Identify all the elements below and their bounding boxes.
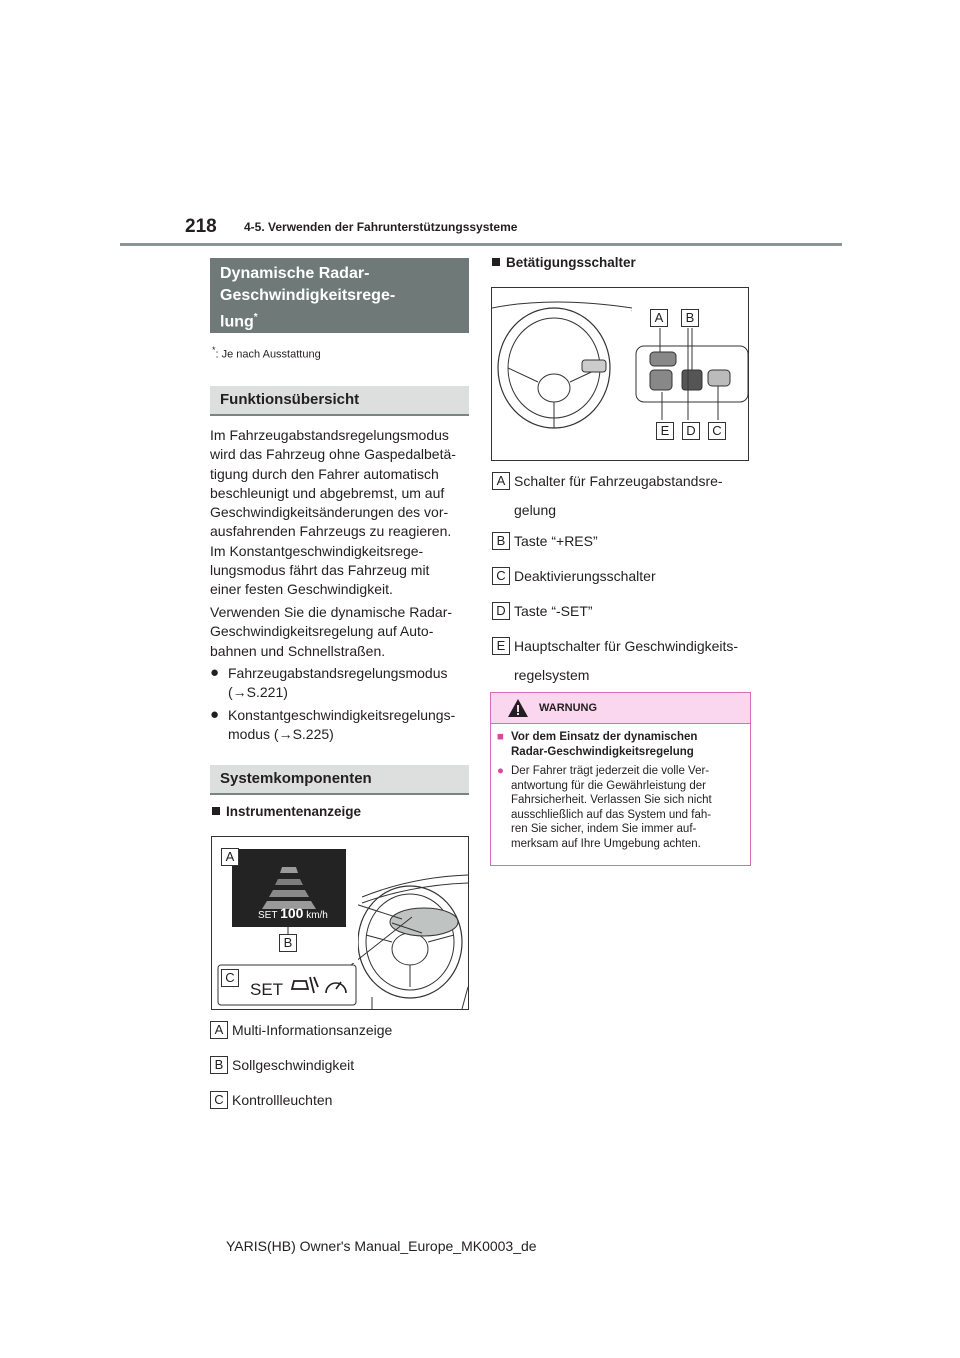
instrument-legend: A Multi-Informationsanzeige B Sollgeschwindigkeit C Kontrollleuchten — [210, 1021, 470, 1121]
instrument-display-figure — [211, 836, 469, 1010]
display-set-speed: SET 100 km/h — [258, 905, 328, 921]
warning-box — [490, 692, 751, 866]
warning-text: ● Der Fahrer trägt jederzeit die volle Ver- antwortung für die Gewährleistung der Fahrsicherheit. Verlassen Sie sich nicht ausschließlich auf das System und fah- ren Sie sicher, indem Sie immer auf- merksam auf Ihre Umgebung achten. — [497, 765, 712, 850]
bullet-item: ● Fahrzeugabstandsregelungsmodus (→S.221) — [210, 664, 448, 701]
header-rule — [120, 243, 842, 246]
switch-figure — [491, 287, 749, 461]
title-asterisk: * — [253, 312, 258, 323]
switch-label-e: E — [656, 422, 674, 440]
title-line-2: Geschwindigkeitsrege- — [220, 287, 396, 304]
paragraph-usage: Verwenden Sie die dynamische Radar- Geschwindigkeitsregelung auf Auto- bahnen und Schnellstraßen. — [210, 604, 453, 659]
figure-label-c: C — [221, 969, 239, 987]
warning-header — [491, 693, 750, 724]
switch-label-b: B — [681, 309, 699, 327]
section-title: 4-5. Verwenden der Fahrunterstützungssysteme — [244, 220, 518, 234]
heading-systemkomponenten: Systemkomponenten — [210, 765, 469, 795]
switch-label-c: C — [708, 422, 726, 440]
switch-label-a: A — [650, 309, 668, 327]
bullet-item: ● Konstantgeschwindigkeitsregelungs- modus (→S.225) — [210, 706, 456, 743]
warning-body — [491, 724, 750, 851]
chapter-title-box — [210, 258, 469, 333]
indicator-set-text: SET — [250, 980, 284, 999]
title-line-1: Dynamische Radar- — [220, 265, 370, 282]
page-number: 218 — [185, 216, 217, 237]
title-line-3: lung* — [220, 312, 258, 331]
subheading-betaetigungsschalter: Betätigungsschalter — [492, 255, 636, 270]
warning-subheading: ■ Vor dem Einsatz der dynamischen Radar-Geschwindigkeitsregelung — [497, 731, 698, 758]
figure-label-a: A — [221, 848, 239, 866]
footer-text: YARIS(HB) Owner's Manual_Europe_MK0003_de — [226, 1238, 537, 1254]
heading-funktionsuebersicht: Funktionsübersicht — [210, 386, 469, 416]
warning-title: WARNUNG — [539, 702, 598, 714]
switch-legend: A Schalter für Fahrzeugabstandsre- gelung B Taste “+RES” C Deaktivierungsschalter D Taste “-SET” E Hauptschalter für Geschwindigkeits- regelsystem — [492, 472, 757, 682]
figure-label-b: B — [279, 934, 297, 952]
warning-triangle-icon — [507, 698, 529, 718]
subheading-instrumentenanzeige: Instrumentenanzeige — [212, 804, 361, 819]
footnote: *: Je nach Ausstattung — [212, 345, 321, 361]
switch-label-d: D — [682, 422, 700, 440]
paragraph-overview: Im Fahrzeugabstandsregelungsmodus wird das Fahrzeug ohne Gaspedalbetä- tigung durch den Fahrer automatisch beschleunigt und abgebremst, um auf Geschwindigkeitsänderungen des vor- ausfahrenden Fahrzeugs zu reagieren. Im Konstantgeschwindigkeitsrege- lungsmodus fährt das Fahrzeug mit einer festen Geschwindigkeit. — [210, 427, 456, 598]
